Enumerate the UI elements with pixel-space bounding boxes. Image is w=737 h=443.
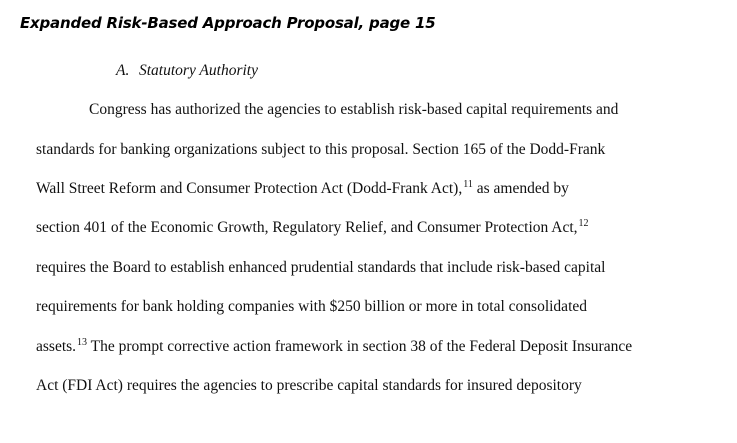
line-7-after: The prompt corrective action framework in section 38 of the Federal Deposit Insurance	[87, 338, 633, 355]
paragraph-line-5: requires the Board to establish enhanced prudential standards that include risk-based capital	[36, 259, 606, 276]
paragraph-line-4	[36, 218, 589, 240]
paragraph-line-8: Act (FDI Act) requires the agencies to prescribe capital standards for insured depository	[36, 377, 582, 394]
section-title: Statutory Authority	[139, 62, 258, 79]
paragraph-line-7	[36, 337, 632, 359]
footnote-ref-12[interactable]: 12	[578, 218, 589, 229]
section-number: A.	[116, 62, 130, 79]
line-3-after: as amended by	[472, 180, 569, 197]
paragraph-line-1: Congress has authorized the agencies to establish risk-based capital requirements and	[89, 101, 619, 118]
section-heading	[116, 62, 258, 80]
footnote-ref-11[interactable]: 11	[463, 179, 473, 190]
line-4-text: section 401 of the Economic Growth, Regulatory Relief, and Consumer Protection Act,	[36, 219, 578, 236]
paragraph-line-6: requirements for bank holding companies with $250 billion or more in total consolidated	[36, 298, 587, 315]
page-header-title: Expanded Risk-Based Approach Proposal, page 15	[20, 14, 436, 32]
paragraph-line-2: standards for banking organizations subject to this proposal. Section 165 of the Dodd-Frank	[36, 141, 606, 158]
paragraph-line-3	[36, 179, 569, 201]
footnote-ref-13[interactable]: 13	[77, 337, 88, 348]
line-3-text: Wall Street Reform and Consumer Protection Act (Dodd-Frank Act),	[36, 180, 463, 197]
line-7-text: assets.	[36, 338, 77, 355]
